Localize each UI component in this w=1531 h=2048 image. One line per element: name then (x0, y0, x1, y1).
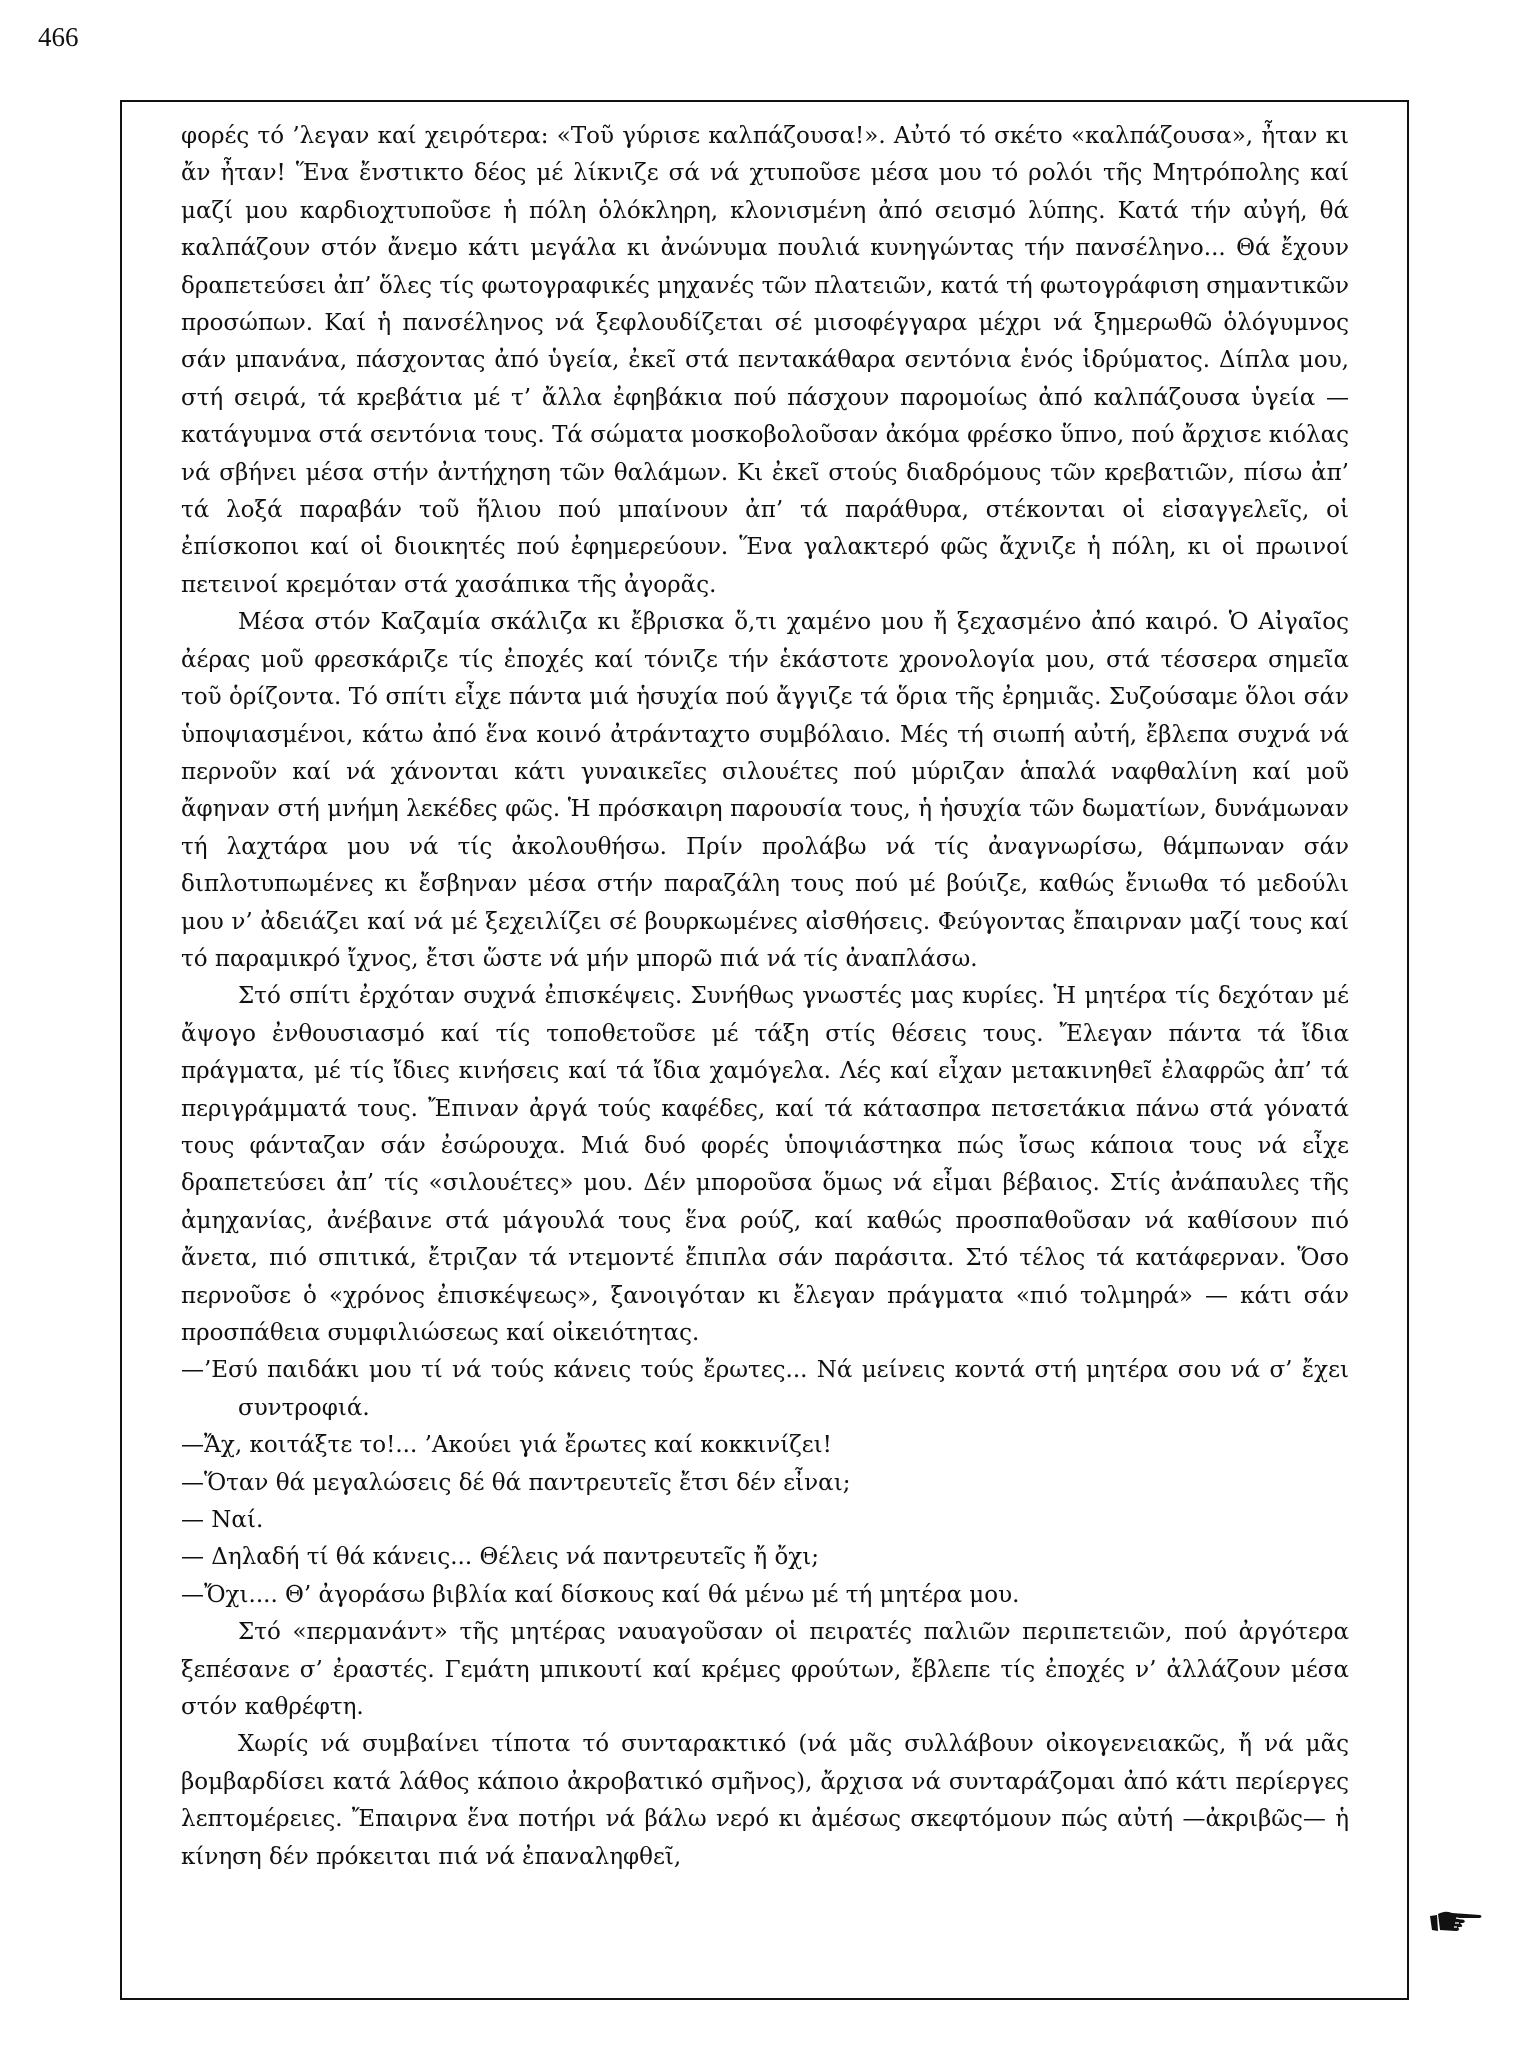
dialogue-line: — Δηλαδή τί θά κάνεις... Θέλεις νά παντρευτεῖς ἤ ὄχι; (181, 1544, 820, 1571)
dialogue-line: — Ναί. (181, 1507, 264, 1534)
paragraph: Στό «περμανάντ» τῆς μητέρας ναυαγοῦσαν οἱ πειρατές παλιῶν περιπετειῶν, πού ἀργότερα ξεπέσανε σ’ ἐραστές. Γεμάτη μπικουτί καί κρέμες φρούτων, ἔβλεπε τίς ἐποχές ν’ ἀλλάζουν μέσα στόν καθρέφτη. (181, 1619, 1349, 1721)
pointing-hand-icon (1428, 1906, 1484, 1934)
dialogue-line: —Ὅταν θά μεγαλώσεις δέ θά παντρευτεῖς ἔτσι δέν εἶναι; (181, 1469, 851, 1496)
dialogue-line: —’Εσύ παιδάκι μου τί νά τούς κάνεις τούς ἔρωτες... Νά μείνεις κοντά στή μητέρα σου νά σ’ ἔχει συντροφιά. (181, 1357, 1349, 1421)
page-number: 466 (38, 22, 79, 52)
paragraph: Στό σπίτι ἐρχόταν συχνά ἐπισκέψεις. Συνήθως γνωστές μας κυρίες. Ἡ μητέρα τίς δεχόταν μέ ἄψογο ἐνθουσιασμό καί τίς τοποθετοῦσε μέ τάξη στίς θέσεις τους. Ἔλεγαν πάντα τά ἴδια πράγματα, μέ τίς ἴδιες κινήσεις καί τά ἴδια χαμόγελα. Λές καί εἶχαν μετακινηθεῖ ἐλαφρῶς ἀπ’ τά περιγράμματά τους. Ἔπιναν ἀργά τούς καφέδες, καί τά κάτασπρα πετσετάκια πάνω στά γόνατά τους φάνταζαν σάν ἐσώρουχα. Μιά δυό φορές ὑποψιάστηκα πώς ἴσως κάποια τους νά εἶχε δραπετεύσει ἀπ’ τίς «σιλουέτες» μου. Δέν μποροῦσα ὅμως νά εἶμαι βέβαιος. Στίς ἀνάπαυλες τῆς ἀμηχανίας, ἀνέβαινε στά μάγουλά τους ἕνα ρούζ, καί καθώς προσπαθοῦσαν νά καθίσουν πιό ἄνετα, πιό σπιτικά, ἔτριζαν τά ντεμοντέ ἔπιπλα σάν παράσιτα. Στό τέλος τά κατάφερναν. Ὅσο περνοῦσε ὁ «χρόνος ἐπισκέψεως», ξανοιγόταν κι ἔλεγαν πράγματα «πιό τολμηρά» — κάτι σάν προσπάθεια συμφιλιώσεως καί οἰκειότητας. (181, 983, 1349, 1346)
dialogue-line: —Ἄχ, κοιτάξτε το!... ’Ακούει γιά ἔρωτες καί κοκκινίζει! (181, 1432, 832, 1459)
body-text (181, 118, 1349, 1876)
dialogue-line: —Ὄχι.... Θ’ ἀγοράσω βιβλία καί δίσκους καί θά μένω μέ τή μητέρα μου. (181, 1581, 1020, 1608)
paragraph: φορές τό ’λεγαν καί χειρότερα: «Τοῦ γύρισε καλπάζουσα!». Αὐτό τό σκέτο «καλπάζουσα», ἦταν κι ἄν ἦταν! Ἕνα ἔνστικτο δέος μέ λίκνιζε σά νά χτυποῦσε μέσα μου τό ρολόι τῆς Μητρόπολης καί μαζί μου καρδιοχτυποῦσε ἡ πόλη ὁλόκληρη, κλονισμένη ἀπό σεισμό λύπης. Κατά τήν αὐγή, θά καλπάζουν στόν ἄνεμο κάτι μεγάλα κι ἀνώνυμα πουλιά κυνηγώντας τήν πανσέληνο... Θά ἔχουν δραπετεύσει ἀπ’ ὅλες τίς φωτογραφικές μηχανές τῶν πλατειῶν, κατά τή φωτογράφιση σημαντικῶν προσώπων. Καί ἡ πανσέληνος νά ξεφλουδίζεται σέ μισοφέγγαρα μέχρι νά ξημερωθῶ ὁλόγυμνος σάν μπανάνα, πάσχοντας ἀπό ὑγεία, ἐκεῖ στά πεντακάθαρα σεντόνια ἑνός ἱδρύματος. Δίπλα μου, στή σειρά, τά κρεβάτια μέ τ’ ἄλλα ἐφηβάκια πού πάσχουν παρομοίως ἀπό καλπάζουσα ὑγεία — κατάγυμνα στά σεντόνια τους. Τά σώματα μοσκοβολοῦσαν ἀκόμα φρέσκο ὕπνο, πού ἄρχισε κιόλας νά σβήνει μέσα στήν ἀντήχηση τῶν θαλάμων. Κι ἐκεῖ στούς διαδρόμους τῶν κρεβατιῶν, πίσω ἀπ’ τά λοξά παραβάν τοῦ ἥλιου πού μπαίνουν ἀπ’ τά παράθυρα, στέκονται οἱ εἰσαγγελεῖς, οἱ ἐπίσκοποι καί οἱ διοικητές πού ἐφημερεύουν. Ἕνα γαλακτερό φῶς ἄχνιζε ἡ πόλη, κι οἱ πρωινοί πετεινοί κρεμόταν στά χασάπικα τῆς ἀγορᾶς. (181, 123, 1349, 598)
paragraph: Χωρίς νά συμβαίνει τίποτα τό συνταρακτικό (νά μᾶς συλλάβουν οἰκογενειακῶς, ἤ νά μᾶς βομβαρδίσει κατά λάθος κάποιο ἀκροβατικό σμῆνος), ἄρχισα νά συνταράζομαι ἀπό κάτι περίεργες λεπτομέρειες. Ἔπαιρνα ἕνα ποτήρι νά βάλω νερό κι ἀμέσως σκεφτόμουν πώς αὐτή —ἀκριβῶς— ἡ κίνηση δέν πρόκειται πιά νά ἐπαναληφθεῖ, (181, 1731, 1349, 1870)
paragraph: Μέσα στόν Καζαμία σκάλιζα κι ἔβρισκα ὅ,τι χαμένο μου ἤ ξεχασμένο ἀπό καιρό. Ὁ Αἰγαῖος ἀέρας μοῦ φρεσκάριζε τίς ἐποχές καί τόνιζε τήν ἑκάστοτε χρονολογία μου, στά τέσσερα σημεῖα τοῦ ὁρίζοντα. Τό σπίτι εἶχε πάντα μιά ἡσυχία πού ἄγγιζε τά ὅρια τῆς ἐρημιᾶς. Συζούσαμε ὅλοι σάν ὑποψιασμένοι, κάτω ἀπό ἕνα κοινό ἀτράνταχτο συμβόλαιο. Μές τή σιωπή αὐτή, ἔβλεπα συχνά νά περνοῦν καί νά χάνονται κάτι γυναικεῖες σιλουέτες πού μύριζαν ἁπαλά ναφθαλίνη καί μοῦ ἄφηναν στή μνήμη λεκέδες φῶς. Ἡ πρόσκαιρη παρουσία τους, ἡ ἡσυχία τῶν δωματίων, δυνάμωναν τή λαχτάρα μου νά τίς ἀκολουθήσω. Πρίν προλάβω νά τίς ἀναγνωρίσω, θάμπωναν σάν διπλοτυπωμένες κι ἔσβηναν μέσα στήν παραζάλη τους πού μέ βούιζε, καθώς ἔνιωθα τό μεδούλι μου ν’ ἀδειάζει καί νά μέ ξεχειλίζει σέ βουρκωμένες αἰσθήσεις. Φεύγοντας ἔπαιρναν μαζί τους καί τό παραμικρό ἴχνος, ἔτσι ὥστε νά μήν μπορῶ πιά νά τίς ἀναπλάσω. (181, 609, 1349, 972)
